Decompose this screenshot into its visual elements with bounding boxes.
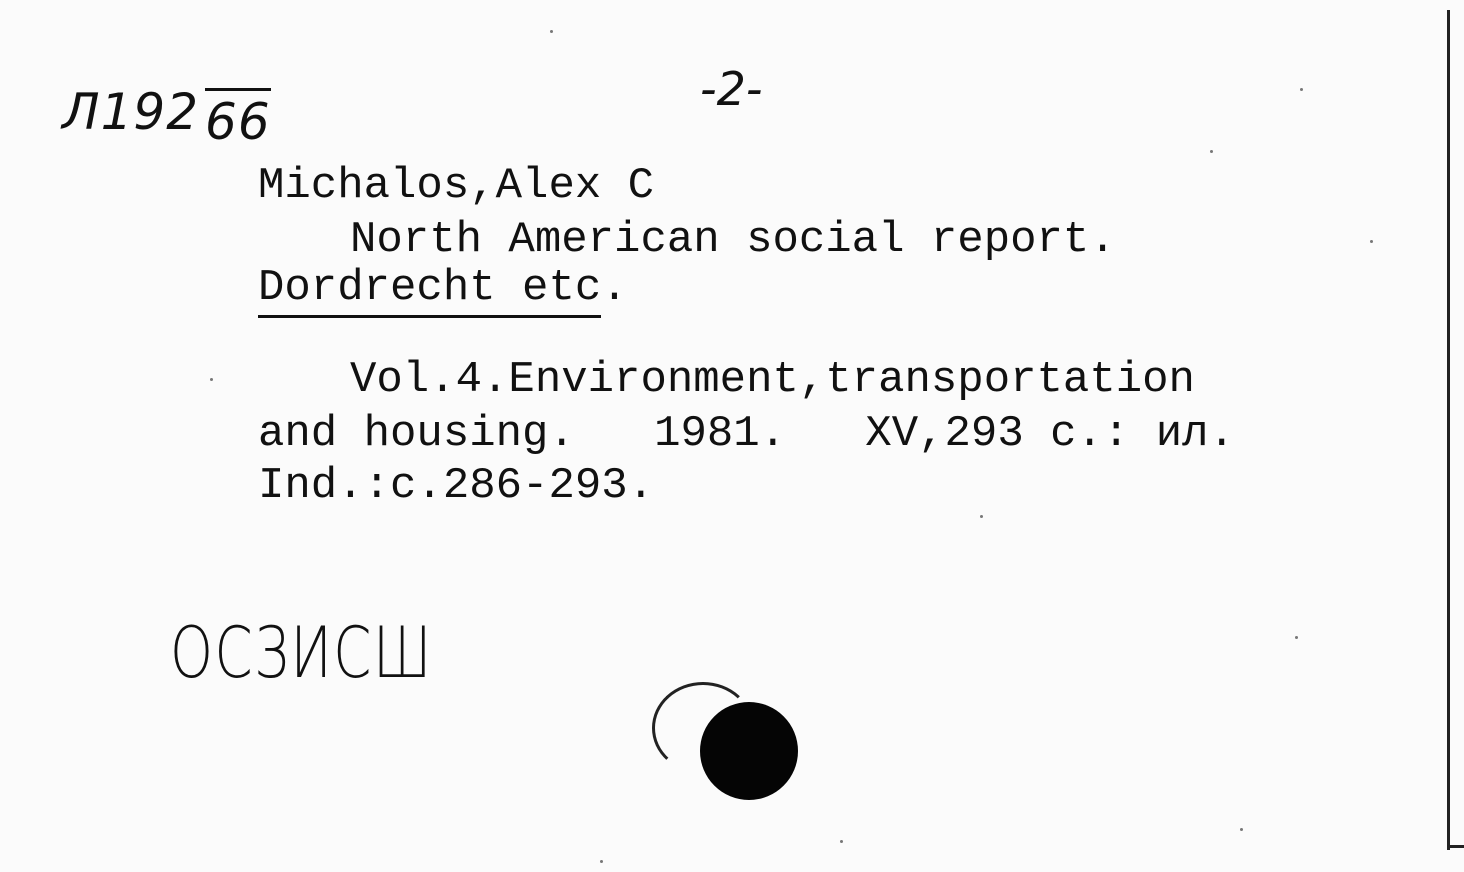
page-number: -2- — [700, 62, 763, 116]
handwritten-code: ОСЗИСШ — [170, 612, 433, 694]
card-border-bottom — [1447, 845, 1464, 848]
place-line — [258, 262, 628, 314]
author-line: Michalos,Alex C — [258, 161, 655, 211]
shelfmark — [62, 78, 271, 151]
shelfmark-prefix: Л192 — [62, 83, 200, 141]
place-text: Dordrecht etc — [258, 263, 601, 318]
shelfmark-sub: 66 — [205, 88, 271, 151]
title-line: North American social report. — [350, 215, 1116, 265]
index-line: Ind.:c.286-293. — [258, 461, 655, 511]
punch-hole — [700, 702, 798, 800]
volume-continuation-line: and housing. 1981. XV,293 c.: ил. — [258, 409, 1235, 459]
card-border-right — [1447, 10, 1450, 850]
volume-line: Vol.4.Environment,transportation — [350, 355, 1195, 405]
place-end: . — [601, 263, 628, 313]
